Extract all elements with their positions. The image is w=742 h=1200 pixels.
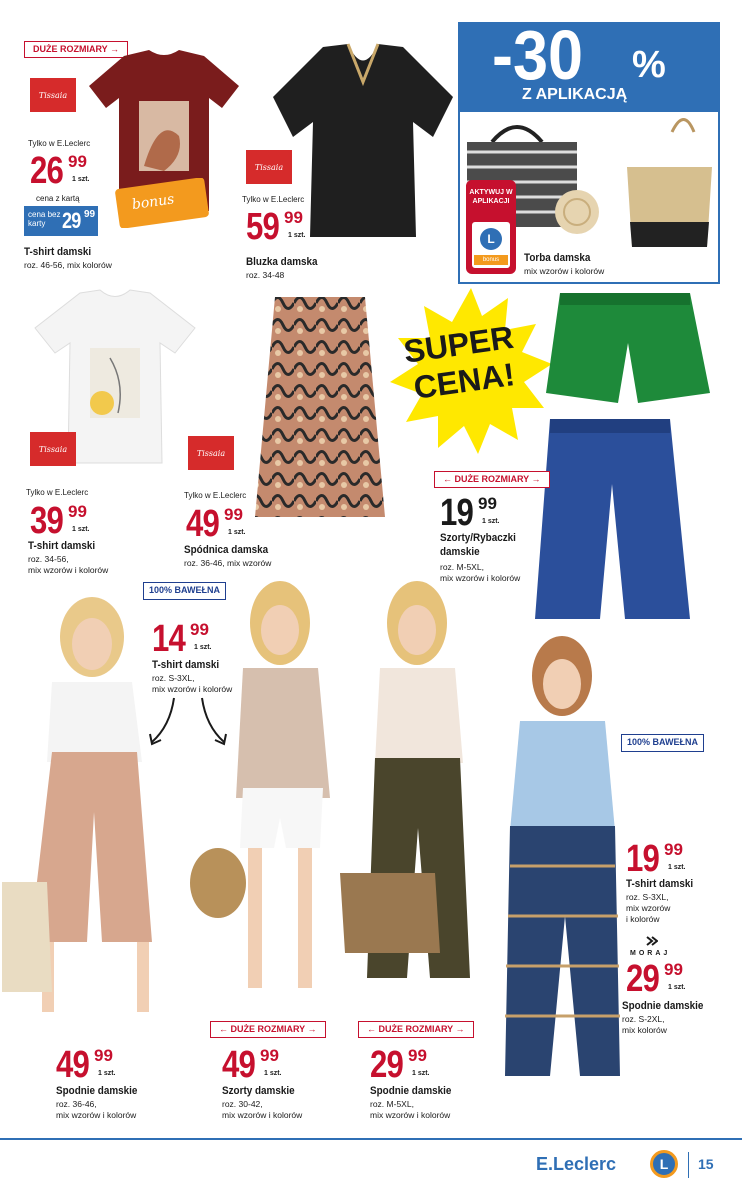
app-bonus-label: bonus: [474, 255, 508, 265]
product-details: mix wzorów i kolorów: [370, 1110, 451, 1120]
product-details: roz. 34-48: [246, 270, 285, 280]
page-number: 15: [698, 1156, 714, 1172]
product-details: mix wzorów i kolorów: [28, 565, 109, 575]
price-tshirt-burgundy: 26 99 1 szt.: [30, 150, 90, 192]
super-cena-text-2: CENA!: [411, 356, 517, 406]
product-details: roz. S-2XL,: [622, 1014, 665, 1024]
promo-subtitle: Z APLIKACJĄ: [522, 86, 628, 103]
leclerc-app-icon: L: [480, 228, 502, 250]
moraj-logo-icon: [646, 936, 658, 946]
product-name: Bluzka damska: [246, 256, 318, 268]
footer-brand: E.Leclerc: [536, 1154, 617, 1174]
moraj-logo-text: MORAJ: [630, 950, 671, 957]
product-name: T-shirt damski: [626, 878, 694, 890]
price-tshirt-3: 14 99 1 szt.: [152, 618, 212, 660]
product-details: mix wzorów i kolorów: [152, 684, 233, 694]
app-badge-text: AKTYWUJ W APLIKACJI: [469, 189, 513, 205]
duze-rozmiary-tag: ← DUŻE ROZMIARY →: [358, 1021, 474, 1038]
footer-divider: [0, 1138, 742, 1140]
product-name: T-shirt damski: [152, 659, 220, 671]
only-in-leclerc: Tylko w E.Leclerc: [242, 195, 305, 204]
model-3-image: [335, 578, 495, 1018]
product-name: Szorty damskie: [222, 1085, 295, 1097]
product-details: roz. S-3XL,: [152, 673, 195, 683]
patterned-skirt-image: [250, 292, 390, 522]
product-name: Spodnie damskie: [622, 1000, 704, 1012]
tissaia-logo: Tissaia: [30, 78, 76, 112]
product-name: Spódnica damska: [184, 544, 269, 556]
cotton-tag: 100% BAWEŁNA: [143, 582, 226, 600]
price-szorty-2: 49 99 1 szt.: [222, 1044, 282, 1086]
product-details: roz. 30-42,: [222, 1099, 263, 1109]
price-tshirt-white: 39 99 1 szt.: [30, 500, 90, 542]
tissaia-logo: Tissaia: [246, 150, 292, 184]
product-details: mix kolorów: [622, 1025, 667, 1035]
product-details: roz. M-5XL,: [440, 562, 484, 572]
product-name: T-shirt damski: [28, 540, 96, 552]
blue-capris-image: [530, 414, 695, 626]
promo-percent: %: [632, 44, 666, 86]
price-bluzka: 59 99 1 szt.: [246, 206, 306, 248]
promo-discount: -30: [492, 16, 584, 94]
product-details: roz. 36-46, mix wzorów: [184, 558, 272, 568]
product-details: mix wzorów i kolorów: [222, 1110, 303, 1120]
card-price-label: cena z kartą: [36, 194, 80, 203]
product-details: roz. 36-46,: [56, 1099, 97, 1109]
product-name: Spodnie damskie: [370, 1085, 452, 1097]
leclerc-logo-icon: L: [650, 1150, 678, 1178]
duze-rozmiary-tag: ← DUŻE ROZMIARY →: [434, 471, 550, 488]
green-shorts-image: [540, 288, 714, 410]
super-cena-text-1: SUPER: [401, 318, 516, 370]
only-in-leclerc: Tylko w E.Leclerc: [184, 491, 247, 500]
product-details: i kolorów: [626, 914, 660, 924]
price-spodnie-2: 29 99 1 szt.: [370, 1044, 430, 1086]
product-details: mix wzorów i kolorów: [440, 573, 521, 583]
duze-rozmiary-tag: DUŻE ROZMIARY →: [24, 41, 128, 58]
model-2-image: [188, 578, 348, 1018]
svg-text:bonus: bonus: [130, 191, 176, 214]
product-details: roz. M-5XL,: [370, 1099, 414, 1109]
product-name: Torba damska: [524, 252, 591, 264]
price-spodnica: 49 99 1 szt.: [186, 503, 246, 545]
model-4-image: [480, 636, 650, 1106]
tissaia-logo: Tissaia: [188, 436, 234, 470]
product-details: roz. S-3XL,: [626, 892, 669, 902]
product-name: Spodnie damskie: [56, 1085, 138, 1097]
no-card-label: cena bez karty: [28, 210, 61, 228]
price-szorty-rybaczki: 19 99 1 szt.: [440, 492, 500, 534]
duze-rozmiary-tag: ← DUŻE ROZMIARY →: [210, 1021, 326, 1038]
product-details: mix wzorów: [626, 903, 671, 913]
product-details: roz. 46-56, mix kolorów: [24, 260, 112, 270]
bonus-card-image: [112, 178, 212, 228]
cotton-tag: 100% BAWEŁNA: [621, 734, 704, 752]
price-tshirt-4: 19 99 1 szt.: [626, 838, 686, 880]
product-name: damskie: [440, 546, 480, 558]
only-in-leclerc: Tylko w E.Leclerc: [26, 488, 89, 497]
price-spodnie-moraj: 29 99 1 szt.: [626, 958, 686, 1000]
product-name: T-shirt damski: [24, 246, 92, 258]
product-details: mix wzorów i kolorów: [524, 266, 605, 276]
product-details: mix wzorów i kolorów: [56, 1110, 137, 1120]
only-in-leclerc: Tylko w E.Leclerc: [28, 139, 91, 148]
tissaia-logo: Tissaia: [30, 432, 76, 466]
arrows-icon: [148, 696, 228, 748]
product-details: roz. 34-56,: [28, 554, 69, 564]
product-name: Szorty/Rybaczki: [440, 532, 516, 544]
price-spodnie-1: 49 99 1 szt.: [56, 1044, 116, 1086]
price-no-card: 29 99: [62, 208, 96, 233]
footer-separator: [688, 1152, 689, 1178]
